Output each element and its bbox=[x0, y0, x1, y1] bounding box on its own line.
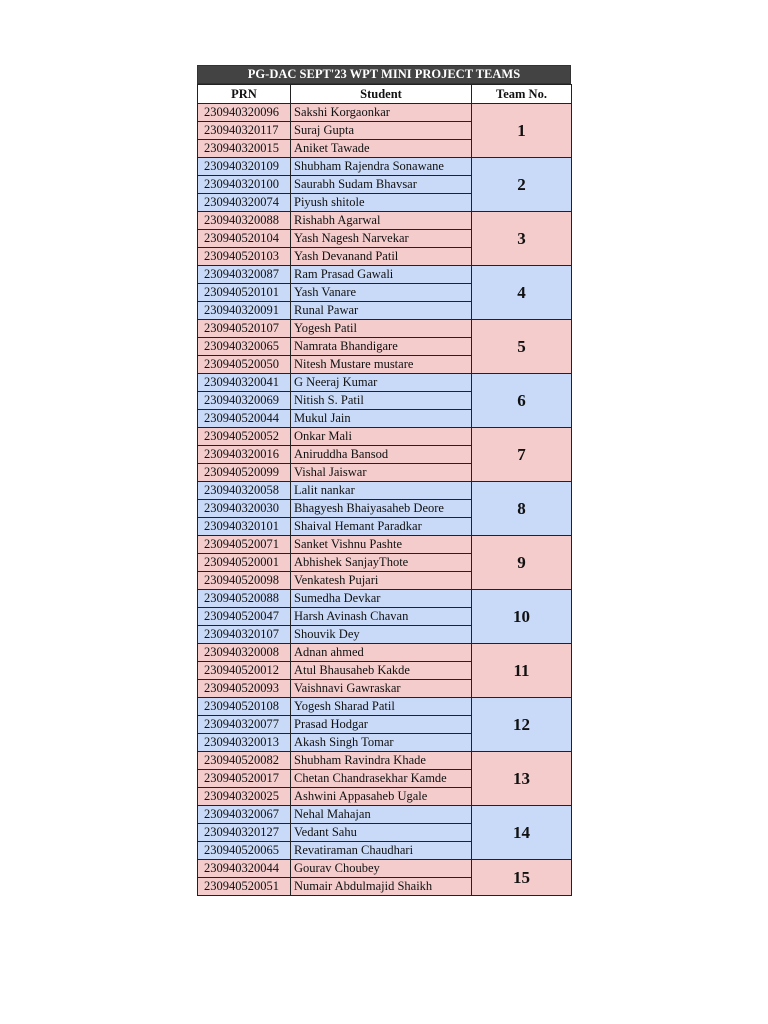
table-row bbox=[198, 482, 572, 500]
student-name-cell: Vaishnavi Gawraskar bbox=[291, 680, 472, 698]
prn-cell: 230940320058 bbox=[198, 482, 291, 500]
prn-cell: 230940520071 bbox=[198, 536, 291, 554]
prn-cell: 230940520052 bbox=[198, 428, 291, 446]
prn-cell: 230940320030 bbox=[198, 500, 291, 518]
prn-cell: 230940520108 bbox=[198, 698, 291, 716]
prn-cell: 230940320101 bbox=[198, 518, 291, 536]
table-row bbox=[198, 212, 572, 230]
prn-cell: 230940520047 bbox=[198, 608, 291, 626]
student-name-cell: Mukul Jain bbox=[291, 410, 472, 428]
student-name-cell: Sakshi Korgaonkar bbox=[291, 104, 472, 122]
prn-cell: 230940320025 bbox=[198, 788, 291, 806]
prn-cell: 230940320077 bbox=[198, 716, 291, 734]
header-prn: PRN bbox=[198, 85, 291, 104]
team-number-cell: 6 bbox=[472, 374, 572, 428]
student-name-cell: Akash Singh Tomar bbox=[291, 734, 472, 752]
table-row bbox=[198, 590, 572, 608]
student-name-cell: Nitish S. Patil bbox=[291, 392, 472, 410]
student-name-cell: Prasad Hodgar bbox=[291, 716, 472, 734]
student-name-cell: Aniruddha Bansod bbox=[291, 446, 472, 464]
team-number-cell: 2 bbox=[472, 158, 572, 212]
student-name-cell: Adnan ahmed bbox=[291, 644, 472, 662]
student-name-cell: Sumedha Devkar bbox=[291, 590, 472, 608]
team-number-cell: 15 bbox=[472, 860, 572, 896]
student-name-cell: Rishabh Agarwal bbox=[291, 212, 472, 230]
prn-cell: 230940320065 bbox=[198, 338, 291, 356]
team-number-cell: 5 bbox=[472, 320, 572, 374]
sheet-title: PG-DAC SEPT'23 WPT MINI PROJECT TEAMS bbox=[197, 65, 571, 84]
team-number-cell: 1 bbox=[472, 104, 572, 158]
teams-sheet bbox=[197, 65, 571, 896]
table-row bbox=[198, 644, 572, 662]
prn-cell: 230940320008 bbox=[198, 644, 291, 662]
prn-cell: 230940520051 bbox=[198, 878, 291, 896]
student-name-cell: Yogesh Patil bbox=[291, 320, 472, 338]
student-name-cell: Yash Vanare bbox=[291, 284, 472, 302]
prn-cell: 230940520099 bbox=[198, 464, 291, 482]
student-name-cell: Chetan Chandrasekhar Kamde bbox=[291, 770, 472, 788]
prn-cell: 230940320127 bbox=[198, 824, 291, 842]
table-row bbox=[198, 266, 572, 284]
team-number-cell: 12 bbox=[472, 698, 572, 752]
table-row bbox=[198, 158, 572, 176]
team-number-cell: 11 bbox=[472, 644, 572, 698]
student-name-cell: Numair Abdulmajid Shaikh bbox=[291, 878, 472, 896]
team-number-cell: 14 bbox=[472, 806, 572, 860]
table-row bbox=[198, 374, 572, 392]
team-number-cell: 10 bbox=[472, 590, 572, 644]
table-row bbox=[198, 860, 572, 878]
student-name-cell: Yash Nagesh Narvekar bbox=[291, 230, 472, 248]
prn-cell: 230940520050 bbox=[198, 356, 291, 374]
prn-cell: 230940320088 bbox=[198, 212, 291, 230]
student-name-cell: Shaival Hemant Paradkar bbox=[291, 518, 472, 536]
prn-cell: 230940320100 bbox=[198, 176, 291, 194]
student-name-cell: Namrata Bhandigare bbox=[291, 338, 472, 356]
table-row bbox=[198, 428, 572, 446]
prn-cell: 230940320013 bbox=[198, 734, 291, 752]
student-name-cell: Runal Pawar bbox=[291, 302, 472, 320]
header-row bbox=[198, 85, 572, 104]
team-number-cell: 4 bbox=[472, 266, 572, 320]
team-number-cell: 8 bbox=[472, 482, 572, 536]
team-number-cell: 3 bbox=[472, 212, 572, 266]
student-name-cell: Nitesh Mustare mustare bbox=[291, 356, 472, 374]
prn-cell: 230940320069 bbox=[198, 392, 291, 410]
table-row bbox=[198, 320, 572, 338]
student-name-cell: Abhishek SanjayThote bbox=[291, 554, 472, 572]
student-name-cell: Aniket Tawade bbox=[291, 140, 472, 158]
student-name-cell: Sanket Vishnu Pashte bbox=[291, 536, 472, 554]
student-name-cell: Saurabh Sudam Bhavsar bbox=[291, 176, 472, 194]
student-name-cell: Yash Devanand Patil bbox=[291, 248, 472, 266]
student-name-cell: Shubham Rajendra Sonawane bbox=[291, 158, 472, 176]
table-row bbox=[198, 104, 572, 122]
prn-cell: 230940320109 bbox=[198, 158, 291, 176]
table-row bbox=[198, 752, 572, 770]
student-name-cell: Harsh Avinash Chavan bbox=[291, 608, 472, 626]
student-name-cell: Atul Bhausaheb Kakde bbox=[291, 662, 472, 680]
student-name-cell: Shouvik Dey bbox=[291, 626, 472, 644]
prn-cell: 230940320087 bbox=[198, 266, 291, 284]
prn-cell: 230940320091 bbox=[198, 302, 291, 320]
prn-cell: 230940520012 bbox=[198, 662, 291, 680]
prn-cell: 230940520101 bbox=[198, 284, 291, 302]
prn-cell: 230940520103 bbox=[198, 248, 291, 266]
prn-cell: 230940320096 bbox=[198, 104, 291, 122]
prn-cell: 230940520093 bbox=[198, 680, 291, 698]
student-name-cell: Ram Prasad Gawali bbox=[291, 266, 472, 284]
table-row bbox=[198, 698, 572, 716]
prn-cell: 230940520065 bbox=[198, 842, 291, 860]
student-name-cell: Onkar Mali bbox=[291, 428, 472, 446]
prn-cell: 230940320074 bbox=[198, 194, 291, 212]
student-name-cell: Piyush shitole bbox=[291, 194, 472, 212]
header-team-no: Team No. bbox=[472, 85, 572, 104]
student-name-cell: Yogesh Sharad Patil bbox=[291, 698, 472, 716]
team-number-cell: 9 bbox=[472, 536, 572, 590]
prn-cell: 230940320117 bbox=[198, 122, 291, 140]
prn-cell: 230940520098 bbox=[198, 572, 291, 590]
team-number-cell: 7 bbox=[472, 428, 572, 482]
table-row bbox=[198, 806, 572, 824]
prn-cell: 230940320015 bbox=[198, 140, 291, 158]
student-name-cell: Revatiraman Chaudhari bbox=[291, 842, 472, 860]
prn-cell: 230940520017 bbox=[198, 770, 291, 788]
student-name-cell: Bhagyesh Bhaiyasaheb Deore bbox=[291, 500, 472, 518]
student-name-cell: Nehal Mahajan bbox=[291, 806, 472, 824]
prn-cell: 230940520082 bbox=[198, 752, 291, 770]
student-name-cell: Suraj Gupta bbox=[291, 122, 472, 140]
student-name-cell: G Neeraj Kumar bbox=[291, 374, 472, 392]
prn-cell: 230940520104 bbox=[198, 230, 291, 248]
prn-cell: 230940520001 bbox=[198, 554, 291, 572]
student-name-cell: Ashwini Appasaheb Ugale bbox=[291, 788, 472, 806]
table-row bbox=[198, 536, 572, 554]
student-name-cell: Vedant Sahu bbox=[291, 824, 472, 842]
prn-cell: 230940320107 bbox=[198, 626, 291, 644]
prn-cell: 230940520044 bbox=[198, 410, 291, 428]
student-name-cell: Shubham Ravindra Khade bbox=[291, 752, 472, 770]
teams-table bbox=[197, 84, 572, 896]
prn-cell: 230940320067 bbox=[198, 806, 291, 824]
team-number-cell: 13 bbox=[472, 752, 572, 806]
prn-cell: 230940320044 bbox=[198, 860, 291, 878]
prn-cell: 230940520088 bbox=[198, 590, 291, 608]
prn-cell: 230940320041 bbox=[198, 374, 291, 392]
prn-cell: 230940520107 bbox=[198, 320, 291, 338]
student-name-cell: Lalit nankar bbox=[291, 482, 472, 500]
prn-cell: 230940320016 bbox=[198, 446, 291, 464]
student-name-cell: Vishal Jaiswar bbox=[291, 464, 472, 482]
student-name-cell: Venkatesh Pujari bbox=[291, 572, 472, 590]
header-student: Student bbox=[291, 85, 472, 104]
student-name-cell: Gourav Choubey bbox=[291, 860, 472, 878]
teams-table-body bbox=[198, 104, 572, 896]
